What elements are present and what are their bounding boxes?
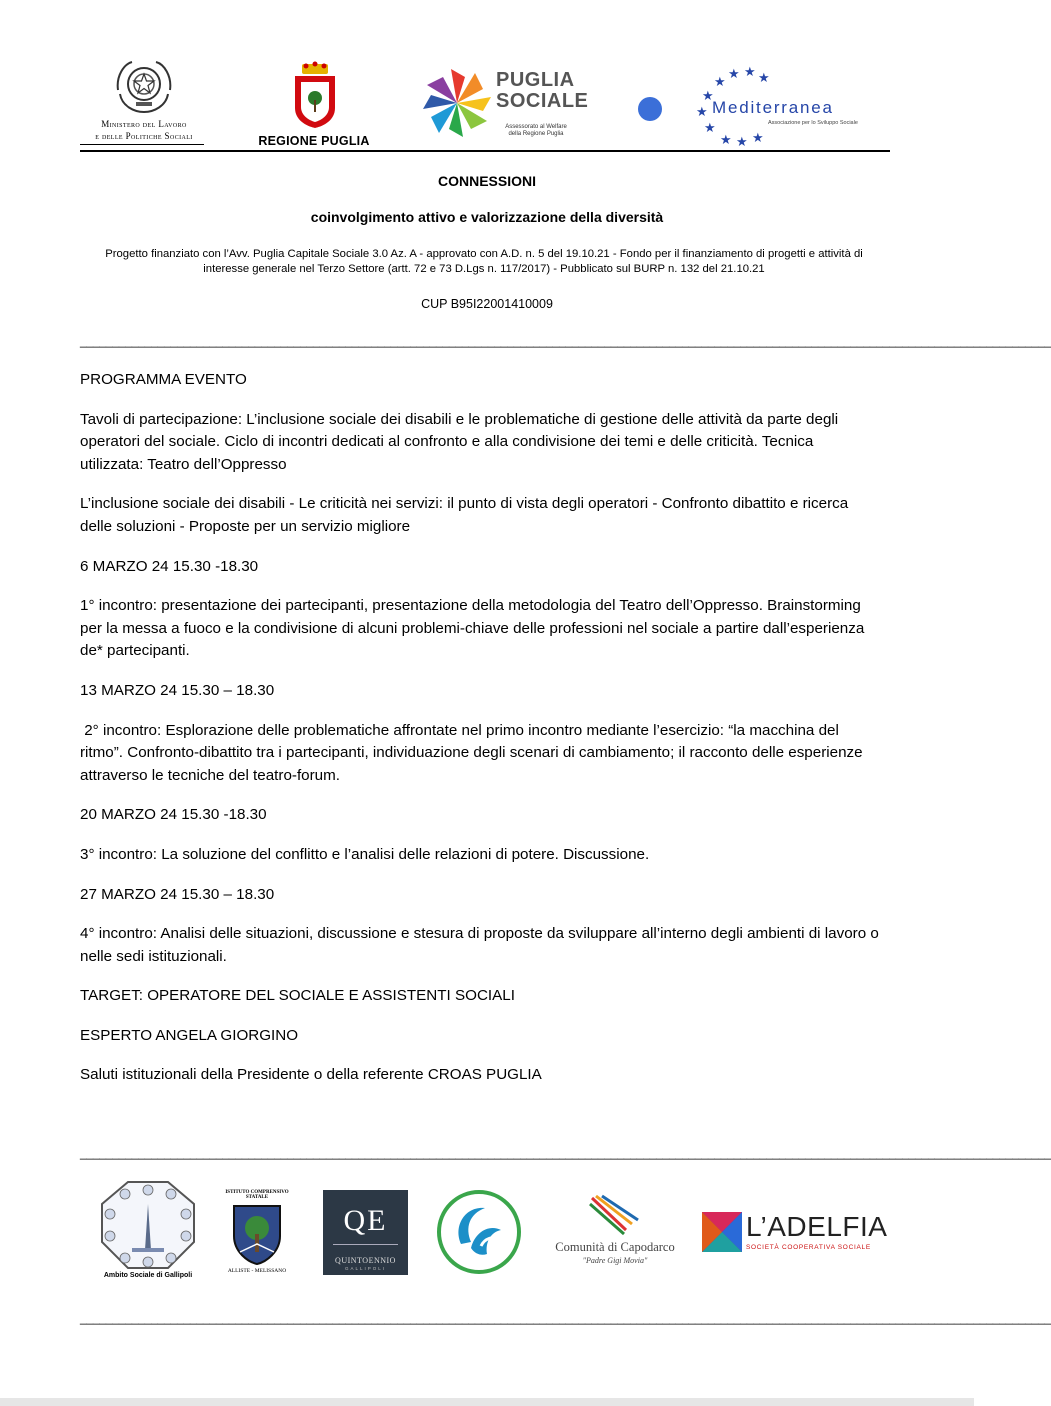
quintoennio-logo	[323, 1190, 408, 1275]
program-heading: PROGRAMMA EVENTO	[80, 371, 247, 388]
svg-text:★: ★	[736, 134, 748, 149]
session-description: 2° incontro: Esplorazione delle problematiche affrontate nel primo incontro mediante l’esercizio: “la macchina del ritmo”. Confronto-dibattito tra i partecipanti, individuazione degli scenari di cambiamento; il racconto delle esperienze attraverso le tecniche del teatro-forum.	[80, 721, 867, 784]
pinwheel-icon	[420, 66, 494, 140]
header-divider	[80, 150, 890, 152]
funding-text: Progetto finanziato con l’Avv. Puglia Capitale Sociale 3.0 Az. A - approvato con A.D. n. 5 del 19.10.21 - Fondo per il finanziamento di progetti e attività di interesse generale nel Terzo Settore (artt. 72 e 73 D.Lgs n. 117/2017) - Pubblicato sul BURP n. 132 del 21.10.21	[105, 248, 863, 275]
mediterranea-name: Mediterranea	[712, 98, 834, 117]
mediterranea-sub: Associazione per lo Sviluppo Sociale	[768, 120, 858, 126]
swirl-circle-icon	[435, 1188, 523, 1276]
program-expert: ESPERTO ANGELA GIORGINO	[80, 1026, 299, 1044]
puglia-sociale-sub-2: della Regione Puglia	[508, 131, 564, 137]
program-greetings: Saluti istituzionali della Presidente o della referente CROAS PUGLIA	[80, 1066, 542, 1084]
separator-line: ______________________________________________________________________________________________________________________________________________________	[80, 1311, 1051, 1325]
ic-bottom-label: ALLISTE - MELISSANO	[227, 1268, 287, 1274]
school-shield-icon	[232, 1202, 282, 1266]
capodarco-logo	[540, 1202, 690, 1272]
capodarco-name: Comunità di Capodarco	[555, 1240, 675, 1254]
program-intro: Tavoli di partecipazione: L’inclusione sociale dei disabili e le problematiche di gestione delle attività da parte degli operatori del sociale. Ciclo di incontri dedicati al confronto e alla condivisione dei temi e delle criticità. Tecnica utilizzata: Teatro dell’Oppresso	[80, 410, 839, 473]
ministero-underline	[80, 144, 204, 145]
page-subtitle: coinvolgimento attivo e valorizzazione della diversità	[310, 209, 664, 225]
ministero-lavoro-logo	[80, 56, 210, 148]
ambito-gallipoli-logo	[88, 1180, 208, 1284]
adelfia-logo	[702, 1211, 888, 1256]
blue-dot-icon	[638, 97, 662, 121]
regione-puglia-logo	[256, 60, 372, 152]
capodarco-sub: "Padre Gigi Movia"	[582, 1256, 648, 1265]
puglia-sociale-sub-1: Assessorato al Welfare	[505, 124, 567, 130]
session-date: 13 MARZO 24 15.30 – 18.30	[80, 681, 275, 699]
session-date: 6 MARZO 24 15.30 -18.30	[80, 557, 259, 575]
separator-line: ______________________________________________________________________________________________________________________________________________________	[80, 1146, 1051, 1160]
octagon-crest-icon	[88, 1180, 208, 1272]
svg-text:★: ★	[744, 64, 756, 79]
footer-logos	[80, 1180, 888, 1290]
qe-name: QUINTOENNIO	[335, 1256, 396, 1265]
qe-small: GALLIPOLI	[344, 1266, 386, 1271]
program-target: TARGET: OPERATORE DEL SOCIALE E ASSISTENTI SOCIALI	[80, 987, 515, 1005]
separator-line: ______________________________________________________________________________________________________________________________________________________	[80, 334, 1051, 348]
session-description: 4° incontro: Analisi delle situazioni, discussione e stesura di proposte da sviluppare all’interno degli ambienti di lavoro o nelle sedi istituzionali.	[80, 925, 879, 965]
gallipoli-label: Ambito Sociale di Gallipoli	[103, 1272, 193, 1279]
page-title: CONNESSIONI	[437, 173, 536, 189]
colorful-square-icon	[702, 1212, 742, 1252]
green-blue-circle-logo	[435, 1188, 523, 1276]
cup-code: CUP B95I22001410009	[421, 297, 553, 311]
svg-text:★: ★	[702, 88, 714, 103]
svg-text:★: ★	[758, 70, 770, 85]
qe-divider	[333, 1244, 398, 1245]
svg-text:★: ★	[752, 130, 764, 145]
session-description: 1° incontro: presentazione dei partecipanti, presentazione della metodologia del Teatro dell’Oppresso. Brainstorming per la messa a fuoco e la condivisione di alcuni problemi-chiave delle professioni nel sociale a partire dall’esperienza de* partecipanti.	[80, 597, 865, 660]
svg-text:★: ★	[704, 120, 716, 135]
puglia-sociale-line-1: PUGLIA	[496, 69, 575, 91]
page-bottom-bar	[0, 1398, 974, 1406]
session-date: 20 MARZO 24 15.30 -18.30	[80, 806, 267, 824]
adelfia-sub: SOCIETÀ COOPERATIVA SOCIALE	[746, 1244, 871, 1251]
qe-mark: QE	[343, 1204, 388, 1237]
ministero-line-1: Ministero del Lavoro	[101, 119, 187, 129]
session-description: 3° incontro: La soluzione del conflitto e l’analisi delle relazioni di potere. Discussione.	[80, 845, 650, 863]
istituto-comprensivo-logo	[216, 1188, 298, 1284]
italian-emblem-icon	[112, 56, 176, 116]
svg-text:★: ★	[714, 74, 726, 89]
mediterranea-logo	[692, 64, 892, 148]
header-logos	[80, 56, 890, 152]
session-date: 27 MARZO 24 15.30 – 18.30	[80, 885, 275, 903]
svg-text:★: ★	[696, 104, 708, 119]
adelfia-name: L’ADELFIA	[746, 1211, 888, 1242]
regione-shield-icon	[292, 60, 338, 130]
ministero-line-2: e delle Politiche Sociali	[95, 131, 193, 141]
puglia-sociale-line-2: SOCIALE	[496, 90, 589, 112]
regione-label: REGIONE PUGLIA	[258, 134, 370, 148]
program-section	[80, 369, 880, 1104]
ic-top-label: ISTITUTO COMPRENSIVO STATALE	[225, 1190, 289, 1200]
svg-text:★: ★	[728, 66, 740, 81]
puglia-sociale-logo	[420, 66, 589, 146]
program-topics: L’inclusione sociale dei disabili - Le criticità nei servizi: il punto di vista degli operatori - Confronto dibattito e ricerca delle soluzioni - Proposte per un servizio migliore	[80, 495, 849, 535]
svg-text:★: ★	[720, 132, 732, 147]
ribbons-icon	[586, 1194, 646, 1238]
